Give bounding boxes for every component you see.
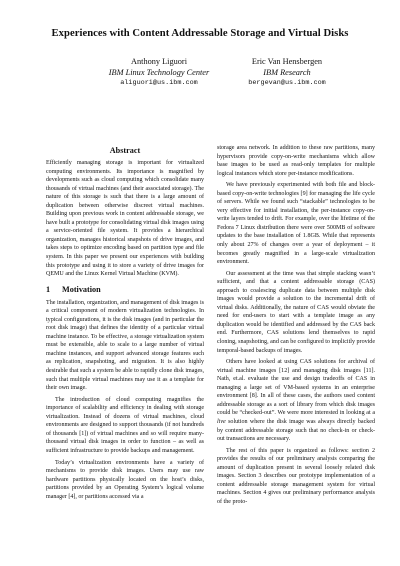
paragraph: The introduction of cloud computing magnifies the importance of scalability and efficiency in dealing with storage virtualization. Instead of dozens of virtual machines, cloud environments are designed to support thousands (if not hundreds of thousands [1]) of virtual machines and so will require many-thousand virtual disk images in order to function – as well as sufficient infrastructure to provide backups and management.	[46, 396, 204, 454]
paper-title: Experiences with Content Addressable Storage and Virtual Disks	[51, 28, 349, 39]
section-number: 1	[46, 284, 51, 294]
author-block-2	[227, 57, 347, 89]
section-title: Motivation	[62, 284, 101, 294]
emphasis: live	[217, 418, 226, 425]
paragraph: The rest of this paper is organized as follows: section 2 provides the results of our preliminary analysis comparing the amount of duplication present in several loosely related disk images. Section 3 describes our prototype implementation of a content addressable storage management system for virtual machines. Section 4 gives our preliminary performance analysis of the proto-	[217, 447, 375, 505]
abstract-text: Efficiently managing storage is important for virtualized computing environments. Its importance is magnified by developments such as cloud computing which consolidate many thousands of virtual machines (and their associated storage). The nature of this storage is such that there is a large amount of duplication between otherwise discreet virtual machines. Building upon previous work in content addressable storage, we have built a prototype for consolidating virtual disk images using a service-oriented file system. It provides a hierarchical organization, manages historical snapshots of drive images, and takes steps to optimize encoding based on partition type and file system. In this paper we present our experiences with building this prototype and using it to store a variety of drive images for QEMU and the Linux Kernel Virtual Machine (KVM).	[46, 160, 204, 278]
author-affiliation: IBM Linux Technology Center	[108, 67, 210, 77]
paragraph: Today’s virtualization environments have a variety of mechanisms to provide disk images. Users may use raw hardware partitions physically located on the host’s disks, partitions provided by an Operating System’s logical volume manager [4], or partitions accessed via a	[46, 459, 204, 500]
paragraph: We have previously experimented with both file and block-based copy-on-write technologies [9] for managing the life cycle of servers. While we found such “stackable” technologies to be very effective for initial installation, the per-instance copy-on-write layers tended to drift. For example, over the lifetime of the Fedora 7 Linux distribution there were over 500MB of software updates to the base installation of 1.8GB. While that represents only about 27% of changes over a year of deployment – it becomes greatly magnified in a large-scale virtualization environment.	[217, 182, 375, 266]
paragraph: storage area network. In addition to these raw partitions, many hypervisors provide copy-on-write mechanisms which allow base images to be used as read-only templates for multiple logical instances which store per-instance modifications.	[217, 145, 375, 177]
section-heading	[46, 285, 204, 295]
author-email: bergevan@us.ibm.com	[248, 79, 326, 87]
paragraph: The installation, organization, and management of disk images is a critical component of modern virtualization technologies. In typical configurations, it is the disk images (and in particular the root disk image) that defines the identity of a particular virtual machine instance. To be effective, a storage virtualization system must be extensible, able to scale to a large number of virtual machine instances, and support advanced storage features such as replication, snapshoting, and migration. It is also highly desirable that such a system be able to rapidly clone disk images, such that multiple virtual machines may use it as a template for their own image.	[46, 299, 204, 392]
author-name: Anthony Liguori	[131, 57, 187, 66]
right-column	[217, 144, 375, 506]
author-block-1	[99, 57, 219, 89]
author-email: aliguori@us.ibm.com	[120, 79, 198, 87]
text-span: solution where the disk image was always directly backed by content addressable storage such that no check-in or check-out transactions are necessary.	[217, 418, 375, 443]
author-affiliation: IBM Research	[263, 67, 311, 77]
paragraph	[217, 358, 375, 443]
author-name: Eric Van Hensbergen	[251, 57, 323, 66]
left-column	[46, 146, 204, 501]
text-span: Others have looked at using CAS solutions for archival of virtual machine images [12] and managing disk images [11]. Nath, et.al. evaluate the use and design tradeoffs of CAS in managing a large set of VM-based systems in an enterprise environment [8]. In all of these cases, the authors used content addressable storage as a sort of library from which disk images could be “checked-out”. We were more interested in looking at a	[217, 359, 375, 417]
abstract-heading: Abstract	[109, 146, 141, 155]
paragraph: Our assessment at the time was that simple stacking wasn’t sufficient, and that a content addressable storage (CAS) approach to coalescing duplicate data between multiple disk images would provide a solution to the incremental drift of virtual disks. Additionally, the nature of CAS would obviate the need for end-users to start with a template image as any duplication would be identified and addressed by the CAS back end. Furthermore, CAS solutions lend themselves to rapid cloning, snapshoting, and can be configured to implicitly provide temporal-based backups of images.	[217, 270, 375, 354]
